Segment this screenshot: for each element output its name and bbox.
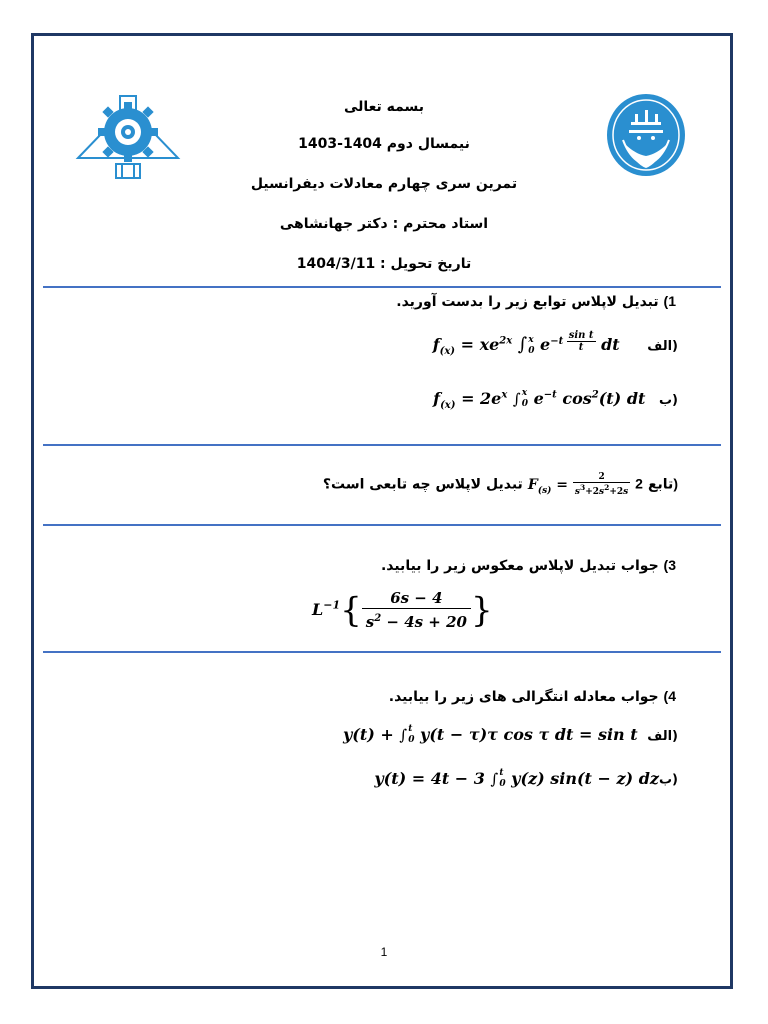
q4-part-b [374,768,678,790]
header-line-4: استاد محترم : دکتر جهانشاهی [279,216,489,232]
separator-1 [43,286,721,288]
q1b-formula: $f_{(x)} = 2e^x$ ∫ x 0 $e^{-t}$ $\cos^2(t)$ dt [433,388,651,411]
header-line-3: تمرین سری چهارم معادلات دیفرانسیل [250,176,518,192]
q4a-formula: y(t) + ∫ t 0 y(t − τ)τ cos τ dt = sin t [343,724,644,745]
header-line-1: بسمه تعالی [343,99,425,115]
q3-heading [381,557,676,574]
separator-3 [43,524,721,526]
separator-2 [43,444,721,446]
q3-formula: $L^{-1}${ $\frac{6s - 4}{s^2 - 4s + 20}$ } [312,589,493,631]
q1a-formula: $f_{(x)} = xe^{2x}$ ∫ x 0 $e^{-t \frac{\text{sin t}}{t}}$ dt [432,330,626,358]
q1-part-b [433,388,678,411]
q4-number: 4) [663,688,676,704]
q4-part-a [343,724,678,746]
q4b-label: ب) [658,772,678,788]
q1b-label: ب) [658,392,678,408]
q4b-formula: y(t) = 4t − 3 ∫ t 0 y(z) sin(t − z) dz [374,768,659,789]
q2-text-end: تبدیل لاپلاس چه تابعی است؟ [322,476,523,493]
q2-formula: $F_{(s)}$ = $\frac{2}{s^3+2s^2+2s}$ [527,472,629,497]
page-number: 1 [380,945,388,959]
q4-text: جواب معادله انتگرالی های زیر را بیابید. [388,689,659,705]
q3-text: جواب تبدیل لاپلاس معکوس زیر را بیابید. [380,558,659,574]
q2-line [323,472,678,497]
q1-part-a [433,330,678,358]
q1a-label: الف) [647,339,678,355]
q1-text: تبدیل لاپلاس توابع زیر را بدست آورید. [396,294,659,310]
separator-4 [43,651,721,653]
q2-number: 2) [635,475,678,492]
header-line-2: نیمسال دوم 1404-1403 [298,136,470,152]
q1-number: 1) [663,293,676,309]
q4a-label: الف) [647,728,678,744]
q4-heading [389,688,676,705]
q1-heading [396,293,676,310]
q2-text-start: تابع [647,476,674,493]
q3-number: 3) [663,557,676,573]
header-line-5: تاریخ تحویل : 1404/3/11 [296,256,472,272]
